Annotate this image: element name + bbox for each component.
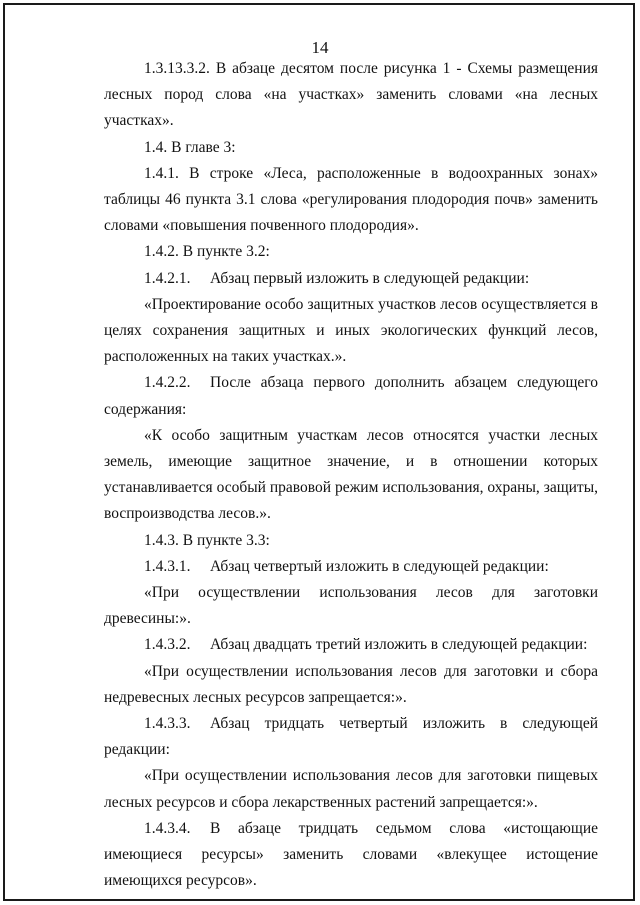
item-text: Абзац тридцать четвертый изложить в следующей редакции: xyxy=(104,715,598,759)
page-number: 14 xyxy=(311,38,329,57)
quote-paragraph-4: «При осуществлении использования лесов для заготовки и сбора недревесных лесных ресурсов запрещается:». xyxy=(104,662,598,706)
item-number: 1.4.3.1. xyxy=(144,557,191,575)
quote-paragraph-2: «К особо защитным участкам лесов относятся участки лесных земель, имеющие защитное значение, и в отношении которых устанавливается особый правовой режим использования, охраны, защиты, воспроизводства лесов.». xyxy=(104,426,598,523)
item-number: 1.4.3.3. xyxy=(144,715,191,733)
item-number: 1.4.3.2. xyxy=(144,636,191,654)
paragraph-1-4-2-2 xyxy=(104,370,598,422)
paragraph-1-4-3-2 xyxy=(104,632,598,658)
paragraph-1-4: 1.4. В главе 3: xyxy=(144,138,236,156)
item-number: 1.4.2.1. xyxy=(144,269,191,287)
item-text: Абзац двадцать третий изложить в следующей редакции: xyxy=(210,636,588,654)
paragraph-1-4-1: 1.4.1. В строке «Леса, расположенные в водоохранных зонах» таблицы 46 пункта 3.1 слова «регулирования плодородия почв» заменить словами «повышения почвенного плодородия». xyxy=(104,164,598,235)
paragraph-1-3-13-3-2: 1.3.13.3.2. В абзаце десятом после рисунка 1 - Схемы размещения лесных пород слова «на участках» заменить словами «на лесных участках». xyxy=(104,60,598,130)
paragraph-1-4-3-1 xyxy=(104,554,598,580)
paragraph-1-4-3-4 xyxy=(104,816,598,895)
paragraph-1-4-2: 1.4.2. В пункте 3.2: xyxy=(144,243,270,261)
item-text: В абзаце тридцать седьмом слова «истощающие имеющиеся ресурсы» заменить словами «влекущее истощение имеющихся ресурсов». xyxy=(104,819,598,890)
document-body xyxy=(104,56,598,895)
quote-paragraph-3: «При осуществлении использования лесов для заготовки древесины:». xyxy=(104,584,598,628)
item-text: Абзац четвертый изложить в следующей редакции: xyxy=(210,557,549,575)
paragraph-1-4-2-1 xyxy=(104,266,598,292)
paragraph-1-4-3: 1.4.3. В пункте 3.3: xyxy=(144,531,270,549)
paragraph-1-4-3-3 xyxy=(104,711,598,763)
item-number: 1.4.3.4. xyxy=(144,819,191,837)
quote-paragraph-1: «Проектирование особо защитных участков лесов осуществляется в целях сохранения защитных и иных экологических функций лесов, расположенных на таких участках.». xyxy=(104,295,598,366)
quote-paragraph-5: «При осуществлении использования лесов для заготовки пищевых лесных ресурсов и сбора лекарственных растений запрещается:». xyxy=(104,767,598,811)
item-text: Абзац первый изложить в следующей редакции: xyxy=(210,269,530,287)
item-number: 1.4.2.2. xyxy=(144,374,191,392)
item-text: После абзаца первого дополнить абзацем следующего содержания: xyxy=(104,374,598,418)
